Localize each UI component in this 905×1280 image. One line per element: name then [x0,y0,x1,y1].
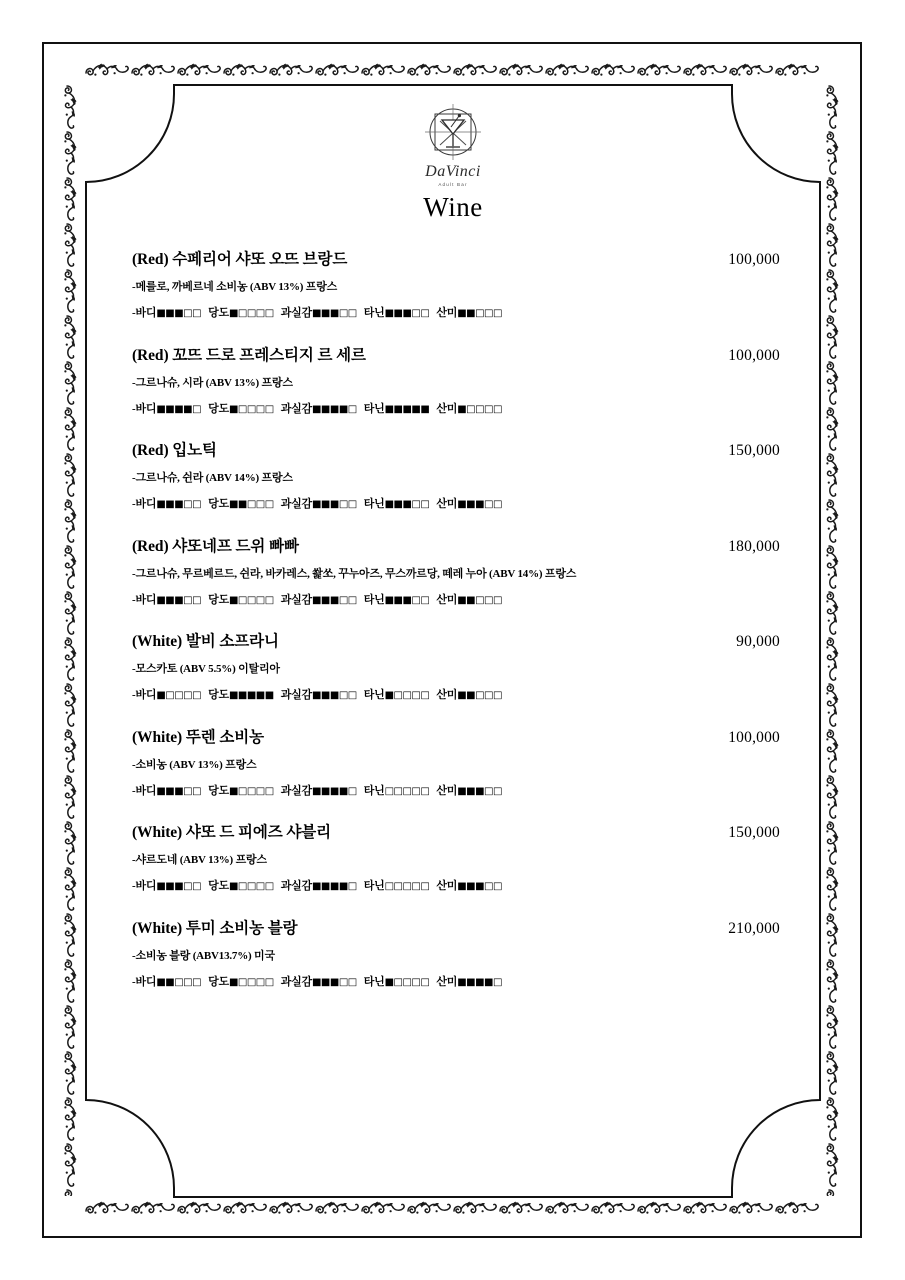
rating-body [132,785,201,797]
rating-tannin [364,594,430,606]
wine-entry [132,343,780,416]
wine-name: (Red) 입노틱 [132,442,217,459]
rating-boxes-sweetness: ■□□□□ [228,881,274,892]
rating-label-body: -바디 [132,975,157,988]
rating-body [132,307,201,319]
wine-header-row [132,247,780,269]
rating-boxes-acidity: ■□□□□ [457,403,502,415]
rating-acidity [436,880,502,892]
rating-boxes-sweetness: ■■□□□ [228,499,274,510]
rating-label-tannin: 타닌 [363,402,385,415]
wine-price: 180,000 [728,537,780,555]
rating-label-acidity: 산미 [436,689,458,701]
rating-label-sweetness: 당도 [208,880,229,892]
wine-header-row [132,916,780,938]
rating-label-tannin: 타닌 [363,498,385,510]
rating-boxes-tannin: ■■■□□ [384,594,430,606]
rating-boxes-sweetness: ■□□□□ [228,308,274,319]
wine-price: 90,000 [736,633,780,650]
wine-entry [132,247,780,320]
wine-rating-row [132,877,780,893]
rating-sweetness [208,594,274,606]
wine-name: (White) 발비 소프라니 [132,633,279,650]
wine-name: (White) 투미 소비농 블랑 [132,919,298,937]
rating-label-sweetness: 당도 [208,784,229,797]
wine-price: 210,000 [728,919,780,937]
rating-sweetness [208,689,274,701]
rating-label-body: -바디 [132,880,157,892]
wine-rating-row [132,304,780,320]
rating-boxes-sweetness: ■□□□□ [228,403,274,415]
wine-description: -그르나슈, 쉰라 (ABV 14%) 프랑스 [132,472,293,484]
rating-label-body: -바디 [132,593,157,606]
rating-boxes-fruitiness: ■■■□□ [311,594,357,606]
page-title: Wine [423,192,483,222]
rating-label-fruitiness: 과실감 [280,402,312,415]
rating-label-fruitiness: 과실감 [280,880,312,892]
rating-boxes-fruitiness: ■■■■□ [311,403,357,415]
wine-rating-row [132,686,780,702]
rating-label-acidity: 산미 [436,402,458,415]
rating-label-acidity: 산미 [436,880,458,892]
brand-subtitle: Adult Bar [438,182,468,187]
rating-label-body: -바디 [132,689,157,701]
wine-entry [132,820,780,893]
rating-boxes-tannin: □□□□□ [384,785,430,797]
wine-rating-row [132,782,780,798]
rating-acidity [436,594,502,606]
rating-label-acidity: 산미 [436,975,458,988]
rating-label-fruitiness: 과실감 [280,784,312,797]
rating-sweetness [208,403,274,415]
rating-boxes-acidity: ■■■□□ [457,881,502,892]
rating-fruitiness [281,976,357,988]
rating-acidity [436,689,502,701]
rating-boxes-tannin: ■■■□□ [384,308,430,319]
wine-header-row [132,820,780,842]
wine-description: -모스카토 (ABV 5.5%) 이탈리아 [132,663,280,675]
rating-label-sweetness: 당도 [208,593,229,606]
wine-description: -그르나슈, 시라 (ABV 13%) 프랑스 [132,376,293,389]
rating-body [132,594,201,606]
wine-header-row [132,534,780,556]
rating-label-acidity: 산미 [436,498,458,510]
rating-boxes-acidity: ■■■■□ [457,976,502,988]
wine-name: (Red) 수페리어 샤또 오뜨 브랑드 [132,251,348,268]
rating-label-tannin: 타닌 [363,784,385,797]
rating-tannin [364,307,430,319]
rating-sweetness [208,307,274,319]
rating-acidity [436,498,502,510]
rating-boxes-fruitiness: ■■■□□ [311,690,357,701]
wine-header-row [132,725,780,747]
wine-list [132,247,780,989]
rating-tannin [364,689,430,701]
rating-tannin [364,976,430,988]
wine-name: (White) 뚜렌 소비농 [132,728,265,746]
rating-body [132,976,201,988]
rating-sweetness [208,880,274,892]
rating-boxes-body: ■■■□□ [156,499,202,510]
rating-label-sweetness: 당도 [208,307,229,319]
brand-name: DaVinci [425,163,481,180]
wine-description: -메를로, 까베르네 소비농 (ABV 13%) 프랑스 [132,281,338,293]
rating-sweetness [208,976,274,988]
rating-boxes-sweetness: ■■■■■ [228,690,274,701]
rating-boxes-acidity: ■■■□□ [457,785,502,797]
wine-price: 150,000 [728,824,780,841]
rating-label-sweetness: 당도 [208,689,229,701]
rating-tannin [364,880,430,892]
rating-boxes-fruitiness: ■■■□□ [311,976,357,988]
rating-fruitiness [281,689,357,701]
rating-label-fruitiness: 과실감 [280,975,312,988]
rating-body [132,880,201,892]
rating-label-acidity: 산미 [436,593,458,606]
wine-price: 100,000 [728,346,780,364]
rating-boxes-sweetness: ■□□□□ [228,976,274,988]
rating-label-fruitiness: 과실감 [280,593,312,606]
rating-label-tannin: 타닌 [363,880,385,892]
rating-boxes-fruitiness: ■■■■□ [311,785,357,797]
wine-entry [132,534,780,607]
rating-label-fruitiness: 과실감 [280,498,312,510]
rating-boxes-tannin: ■■■■■ [384,403,430,415]
wine-description: -소비농 (ABV 13%) 프랑스 [132,758,257,771]
rating-fruitiness [281,785,357,797]
wine-entry [132,438,780,511]
rating-boxes-body: ■■■□□ [156,881,202,892]
wine-entry [132,725,780,798]
rating-boxes-body: ■■■□□ [156,785,202,797]
rating-boxes-fruitiness: ■■■□□ [311,308,357,319]
rating-label-tannin: 타닌 [363,593,385,606]
rating-tannin [364,403,430,415]
rating-label-tannin: 타닌 [363,975,385,988]
wine-price: 100,000 [728,728,780,746]
rating-label-sweetness: 당도 [208,975,229,988]
rating-label-acidity: 산미 [436,307,458,319]
rating-boxes-body: ■■■□□ [156,308,202,319]
wine-description: -소비농 블랑 (ABV13.7%) 미국 [132,949,275,962]
rating-label-fruitiness: 과실감 [280,307,312,319]
rating-label-body: -바디 [132,784,157,797]
wine-entry [132,916,780,989]
rating-sweetness [208,498,274,510]
brand-logo [84,101,822,187]
rating-fruitiness [281,880,357,892]
rating-sweetness [208,785,274,797]
rating-boxes-tannin: □□□□□ [384,881,430,892]
rating-fruitiness [281,403,357,415]
rating-boxes-body: ■■■■□ [156,403,202,415]
rating-boxes-body: ■■□□□ [156,976,202,988]
wine-name: (Red) 샤또네프 드위 빠빠 [132,537,299,555]
vitruvian-cocktail-logo-icon [422,101,484,163]
wine-rating-row [132,591,780,607]
rating-label-body: -바디 [132,498,157,510]
wine-name: (White) 샤또 드 피에즈 샤블리 [132,824,332,841]
rating-boxes-tannin: ■□□□□ [384,976,430,988]
rating-boxes-acidity: ■■□□□ [457,308,502,319]
wine-price: 150,000 [728,442,780,459]
wine-entry [132,629,780,702]
rating-boxes-body: ■■■□□ [156,594,202,606]
rating-acidity [436,403,502,415]
rating-boxes-acidity: ■■■□□ [457,499,502,510]
rating-boxes-fruitiness: ■■■■□ [311,881,357,892]
wine-description: -그르나슈, 무르베르드, 쉰라, 바카레스, 쐁쏘, 꾸누아즈, 무스까르당, 떼레 누아 (ABV 14%) 프랑스 [132,567,577,580]
rating-label-acidity: 산미 [436,784,458,797]
rating-label-sweetness: 당도 [208,498,229,510]
wine-rating-row [132,400,780,416]
rating-tannin [364,785,430,797]
rating-fruitiness [281,498,357,510]
rating-boxes-body: ■□□□□ [156,690,202,701]
rating-boxes-tannin: ■■■□□ [384,499,430,510]
rating-boxes-sweetness: ■□□□□ [228,785,274,797]
rating-label-sweetness: 당도 [208,402,229,415]
rating-label-tannin: 타닌 [363,689,385,701]
rating-boxes-tannin: ■□□□□ [384,690,430,701]
wine-rating-row [132,495,780,511]
rating-label-body: -바디 [132,307,157,319]
rating-acidity [436,976,502,988]
rating-fruitiness [281,594,357,606]
rating-label-tannin: 타닌 [363,307,385,319]
rating-boxes-fruitiness: ■■■□□ [311,499,357,510]
wine-rating-row [132,973,780,989]
wine-price: 100,000 [728,251,780,268]
rating-fruitiness [281,307,357,319]
rating-acidity [436,785,502,797]
rating-label-fruitiness: 과실감 [280,689,312,701]
rating-label-body: -바디 [132,402,157,415]
rating-body [132,689,201,701]
menu-content [84,84,822,1198]
wine-name: (Red) 꼬뜨 드로 프레스티지 르 세르 [132,346,366,364]
rating-tannin [364,498,430,510]
wine-header-row [132,438,780,460]
rating-acidity [436,307,502,319]
wine-header-row [132,629,780,651]
rating-boxes-acidity: ■■□□□ [457,594,502,606]
rating-body [132,403,201,415]
rating-body [132,498,201,510]
wine-description: -샤르도네 (ABV 13%) 프랑스 [132,854,267,866]
rating-boxes-acidity: ■■□□□ [457,690,502,701]
rating-boxes-sweetness: ■□□□□ [228,594,274,606]
wine-header-row [132,343,780,365]
